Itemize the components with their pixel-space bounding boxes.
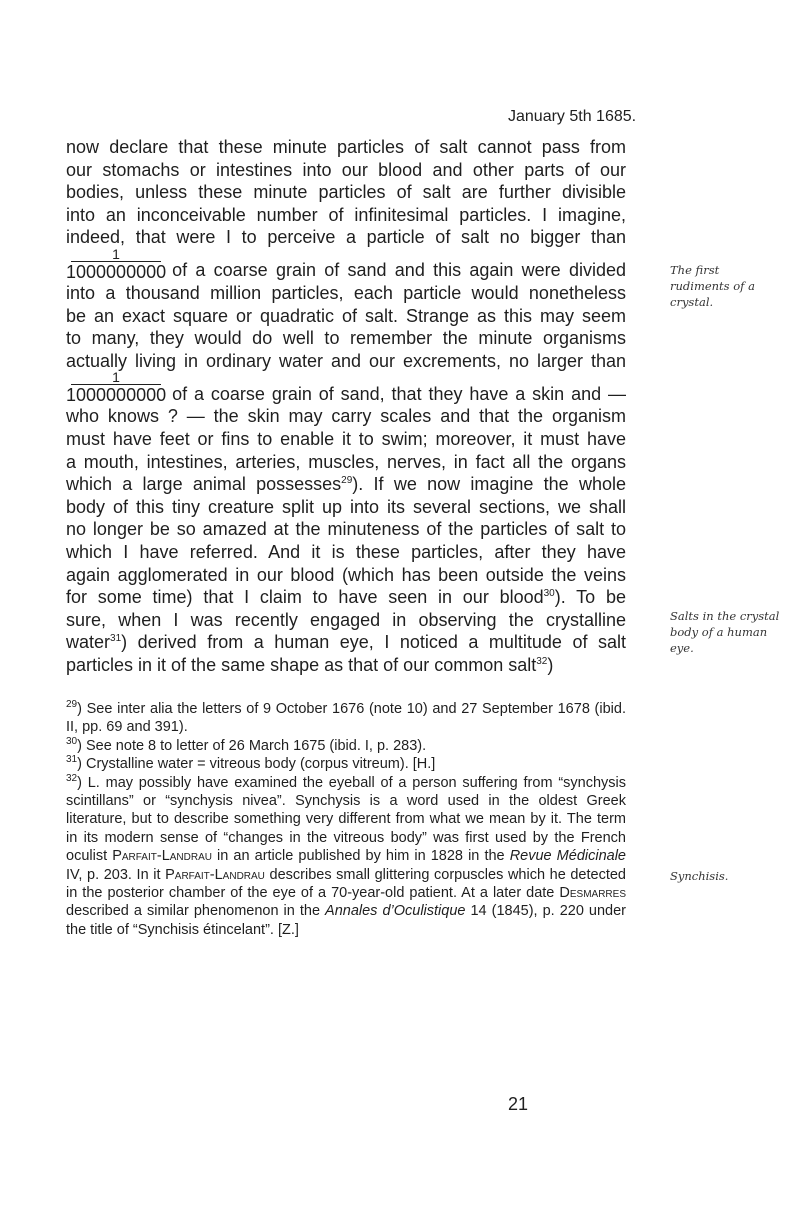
text-segment: water — [66, 632, 111, 653]
footnote-text: described a similar phenomenon in the — [66, 903, 326, 920]
fraction-line — [66, 247, 626, 282]
text-segment: ). To be — [554, 587, 626, 608]
footnotes — [66, 700, 626, 939]
fraction-numerator: 1 — [112, 245, 120, 262]
fraction — [66, 247, 166, 282]
text-line: must have feet or fins to enable it to swim; moreover, it must have — [66, 428, 626, 449]
main-text — [66, 136, 626, 676]
text-line: into a thousand million particles, each particle would nonetheless — [66, 282, 626, 303]
footnote-ref-31[interactable]: 31 — [110, 633, 122, 645]
fraction-denominator: 1000000000 — [66, 385, 167, 406]
text-line: now declare that these minute particles of salt cannot pass from — [66, 137, 626, 157]
text-line: our stomachs or intestines into our blood and other parts of our — [66, 159, 626, 180]
margin-note-salts-crystal-body: Salts in the crystal body of a human eye. — [670, 609, 780, 655]
fraction — [66, 370, 166, 405]
footnote-mark: 30 — [66, 735, 78, 747]
footnote-text: ) L. may possibly have examined the eyeball of a person suffering from “synchysis scintillans” or “synchysis nivea”. Synchysis is a word used in the oldest Greek literature, but to describe something very different from what we mean by it. The term in its modern sense of “changes in the vitreous body” was first used by the French oculist — [66, 774, 626, 865]
text-segment: ) — [547, 654, 554, 675]
text-segment: ). If we now imagine the whole — [352, 474, 626, 495]
fraction-line-text: of a coarse grain of sand, that they have a skin and — — [172, 383, 626, 404]
footnote-mark: 29 — [66, 699, 78, 711]
footnote-text: ) Crystalline water = vitreous body (corpus vitreum). [H.] — [77, 756, 436, 773]
footnote-mark: 31 — [66, 754, 78, 766]
text-line — [66, 586, 626, 609]
footnote-32 — [66, 774, 626, 940]
footnote-ref-29[interactable]: 29 — [341, 475, 353, 487]
footnote-31 — [66, 755, 626, 773]
footnote-text: 14 (1845), p. 220 under the title of “Synchisis étincelant”. [Z.] — [66, 903, 626, 938]
text-line: indeed, that were I to perceive a particle of salt no bigger than — [66, 227, 626, 248]
footnote-ref-32[interactable]: 32 — [536, 655, 548, 667]
margin-note-synchisis: Synchisis. — [670, 869, 729, 883]
footnote-30 — [66, 737, 626, 755]
text-segment: which a large animal possesses — [66, 474, 342, 495]
text-line: who knows ? — the skin may carry scales and that the organism — [66, 406, 626, 427]
text-line — [66, 473, 626, 496]
footnote-mark: 32 — [66, 772, 78, 784]
footnote-text: IV, p. 203. In it — [66, 866, 166, 883]
author-name: Parfait-Landrau — [165, 866, 265, 883]
footnote-text: ) See inter alia the letters of 9 October 1676 (note 10) and 27 September 1678 (ibid. II, pp. 69 and 391). — [66, 701, 626, 736]
text-segment: ) derived from a human eye, I noticed a multitude of salt — [121, 632, 626, 653]
text-line: no longer be so amazed at the minuteness of the particles of salt to — [66, 519, 626, 540]
fraction-numerator: 1 — [112, 369, 120, 386]
author-name: Parfait-Landrau — [112, 848, 212, 865]
text-line: bodies, unless these minute particles of salt are further divisible — [66, 182, 626, 203]
text-line: again agglomerated in our blood (which has been outside the veins — [66, 564, 626, 585]
text-line: sure, when I was recently engaged in observing the crystalline — [66, 609, 626, 630]
page-number: 21 — [508, 1094, 529, 1114]
journal-title: Annales d’Oculistique — [325, 903, 466, 920]
footnote-ref-30[interactable]: 30 — [543, 588, 555, 600]
journal-title: Revue Médicinale — [509, 848, 626, 865]
footnote-text: in an article published by him in 1828 in the — [211, 848, 510, 865]
text-line: to many, they would do well to remember the minute organisms — [66, 328, 626, 349]
text-line: a mouth, intestines, arteries, muscles, nerves, in fact all the organs — [66, 451, 626, 472]
footnote-29 — [66, 700, 626, 737]
fraction-line-text: of a coarse grain of sand and this again were divided — [172, 260, 626, 281]
text-segment: particles in it of the same shape as that of our common salt — [66, 654, 537, 675]
running-header-date: January 5th 1685. — [508, 108, 637, 125]
fraction-denominator: 1000000000 — [66, 261, 167, 282]
fraction-line — [66, 370, 626, 405]
margin-note-first-rudiments: The first rudiments of a crystal. — [670, 263, 755, 309]
text-line: body of this tiny creature split up into its several sections, we shall — [66, 496, 626, 517]
text-line: into an inconceivable number of infinitesimal particles. I imagine, — [66, 204, 626, 225]
footnote-text: describes small glittering corpuscles which he detected in the posterior chamber of the eye of a 70-year-old patient. At a later date — [66, 866, 626, 902]
text-segment: for some time) that I claim to have seen in our blood — [66, 587, 544, 608]
text-line — [66, 631, 626, 654]
text-line — [66, 654, 626, 677]
text-line: which I have referred. And it is these particles, after they have — [66, 541, 626, 562]
footnote-text: ) See note 8 to letter of 26 March 1675 (ibid. I, p. 283). — [77, 737, 427, 754]
text-line: be an exact square or quadratic of salt. Strange as this may seem — [66, 305, 626, 326]
author-name: Desmarres — [559, 885, 626, 902]
text-line: actually living in ordinary water and our excrements, no larger than — [66, 350, 626, 371]
